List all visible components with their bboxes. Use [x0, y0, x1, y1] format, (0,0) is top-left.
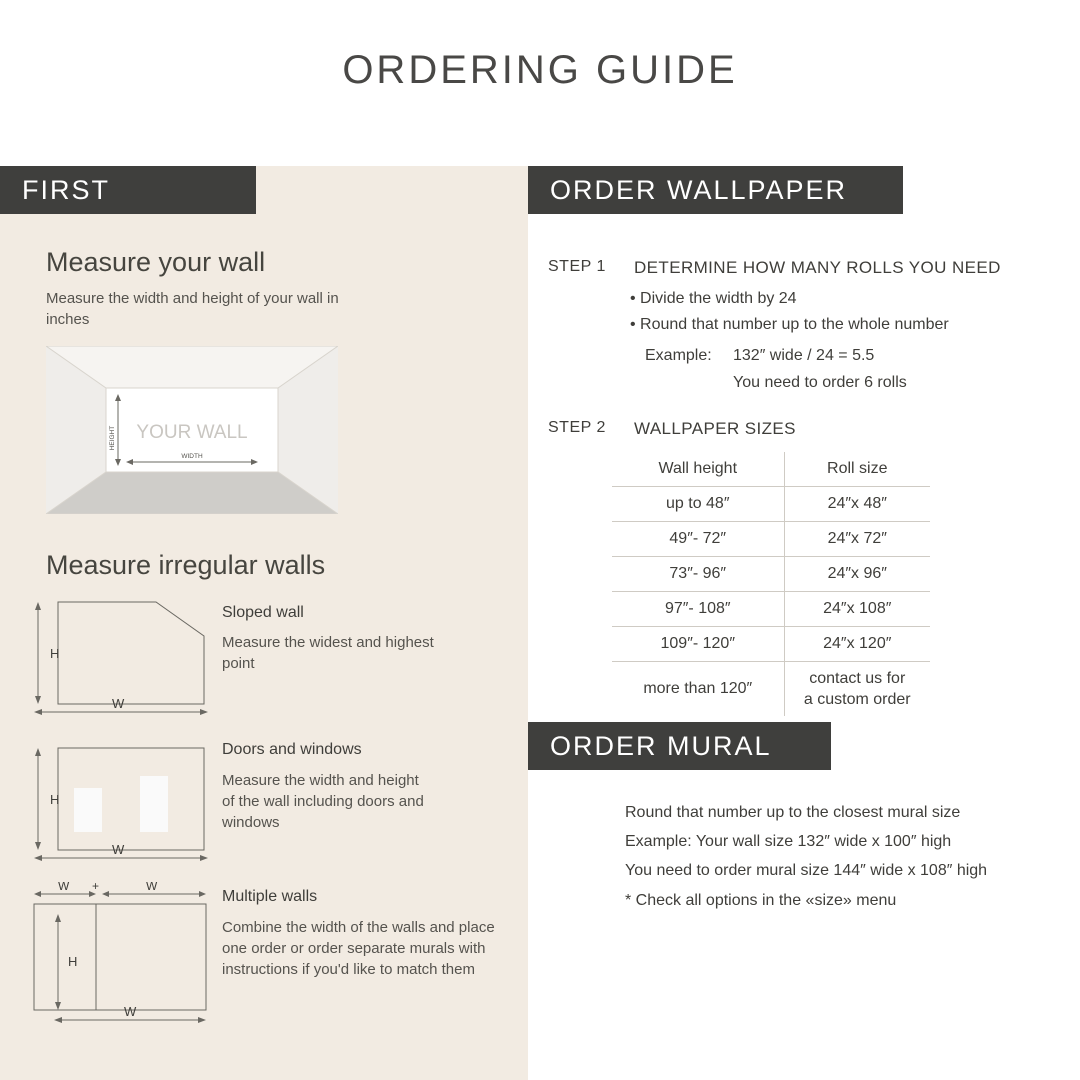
mural-line-1: Round that number up to the closest mural size — [625, 804, 961, 821]
diagram-sloped-wall — [28, 596, 208, 718]
sloped-h-label: H — [50, 646, 60, 661]
cell-roll-size: 24″x 72″ — [784, 522, 930, 557]
step-2-label: STEP 2 — [548, 419, 606, 436]
irregular-item-body-multiple: Combine the width of the walls and place one order or order separate murals with instructions if you'd like to match them — [222, 919, 495, 978]
mural-line-2: Example: Your wall size 132″ wide x 100″ high — [625, 833, 952, 850]
doors-w-label: W — [112, 842, 125, 857]
section-header-first: FIRST — [0, 166, 256, 214]
table-header-roll-size: Roll size — [784, 452, 930, 487]
multiple-w1-label: W — [58, 882, 70, 893]
sloped-w-label: W — [112, 696, 125, 711]
example-line-1: 132″ wide / 24 = 5.5 — [733, 347, 875, 364]
mural-line-3: You need to order mural size 144″ wide x 108″ high — [625, 862, 988, 879]
wall-perspective-illustration — [46, 346, 338, 514]
multiple-h-label: H — [68, 954, 78, 969]
heading-measure-your-wall: Measure your wall — [46, 247, 266, 277]
cell-wall-height: 49″- 72″ — [612, 522, 784, 557]
step-2-title: WALLPAPER SIZES — [634, 419, 796, 438]
cell-roll-size: 24″x 108″ — [784, 592, 930, 627]
irregular-item-title-doors: Doors and windows — [222, 741, 362, 758]
table-row — [612, 522, 930, 557]
page-title: ORDERING GUIDE — [342, 48, 738, 92]
table-row — [612, 557, 930, 592]
step-1-label: STEP 1 — [548, 258, 606, 275]
table-header-row — [612, 452, 930, 487]
example-label: Example: — [645, 347, 712, 364]
illustration-height-label: HEIGHT — [109, 425, 116, 451]
irregular-item-title-sloped: Sloped wall — [222, 604, 304, 621]
section-header-order-wallpaper: ORDER WALLPAPER — [528, 166, 903, 214]
step-1-title: DETERMINE HOW MANY ROLLS YOU NEED — [634, 258, 1001, 277]
heading-measure-irregular-walls: Measure irregular walls — [46, 550, 326, 580]
multiple-plus-label: + — [92, 882, 100, 893]
multiple-w2-label: W — [146, 882, 158, 893]
subtext-measure-your-wall: Measure the width and height of your wall in inches — [46, 290, 339, 328]
cell-wall-height: more than 120″ — [612, 662, 784, 717]
table-row — [612, 662, 930, 717]
cell-wall-height: 73″- 96″ — [612, 557, 784, 592]
mural-line-4: * Check all options in the «size» menu — [625, 892, 897, 909]
irregular-item-body-sloped: Measure the widest and highest point — [222, 634, 434, 672]
table-row — [612, 487, 930, 522]
cell-wall-height: 109″- 120″ — [612, 627, 784, 662]
cell-wall-height: 97″- 108″ — [612, 592, 784, 627]
irregular-item-title-multiple: Multiple walls — [222, 888, 318, 905]
cell-roll-size: contact us for a custom order — [803, 670, 911, 708]
doors-h-label: H — [50, 792, 60, 807]
wallpaper-sizes-table — [612, 452, 930, 716]
cell-roll-size: 24″x 120″ — [784, 627, 930, 662]
table-row — [612, 592, 930, 627]
table-row — [612, 627, 930, 662]
diagram-doors-and-windows — [28, 742, 208, 864]
step-1-bullet-1: • Divide the width by 24 — [630, 290, 797, 307]
irregular-item-body-doors: Measure the width and height of the wall including doors and windows — [222, 772, 424, 831]
table-header-wall-height: Wall height — [612, 452, 784, 487]
section-header-order-mural: ORDER MURAL — [528, 722, 831, 770]
multiple-w3-label: W — [124, 1004, 137, 1019]
cell-roll-size: 24″x 48″ — [784, 487, 930, 522]
cell-wall-height: up to 48″ — [612, 487, 784, 522]
example-line-2: You need to order 6 rolls — [733, 374, 907, 391]
illustration-wall-label: YOUR WALL — [136, 422, 248, 443]
step-1-bullet-2: • Round that number up to the whole number — [630, 316, 949, 333]
cell-roll-size: 24″x 96″ — [784, 557, 930, 592]
illustration-width-label: WIDTH — [181, 453, 203, 460]
diagram-multiple-walls — [28, 882, 208, 1032]
